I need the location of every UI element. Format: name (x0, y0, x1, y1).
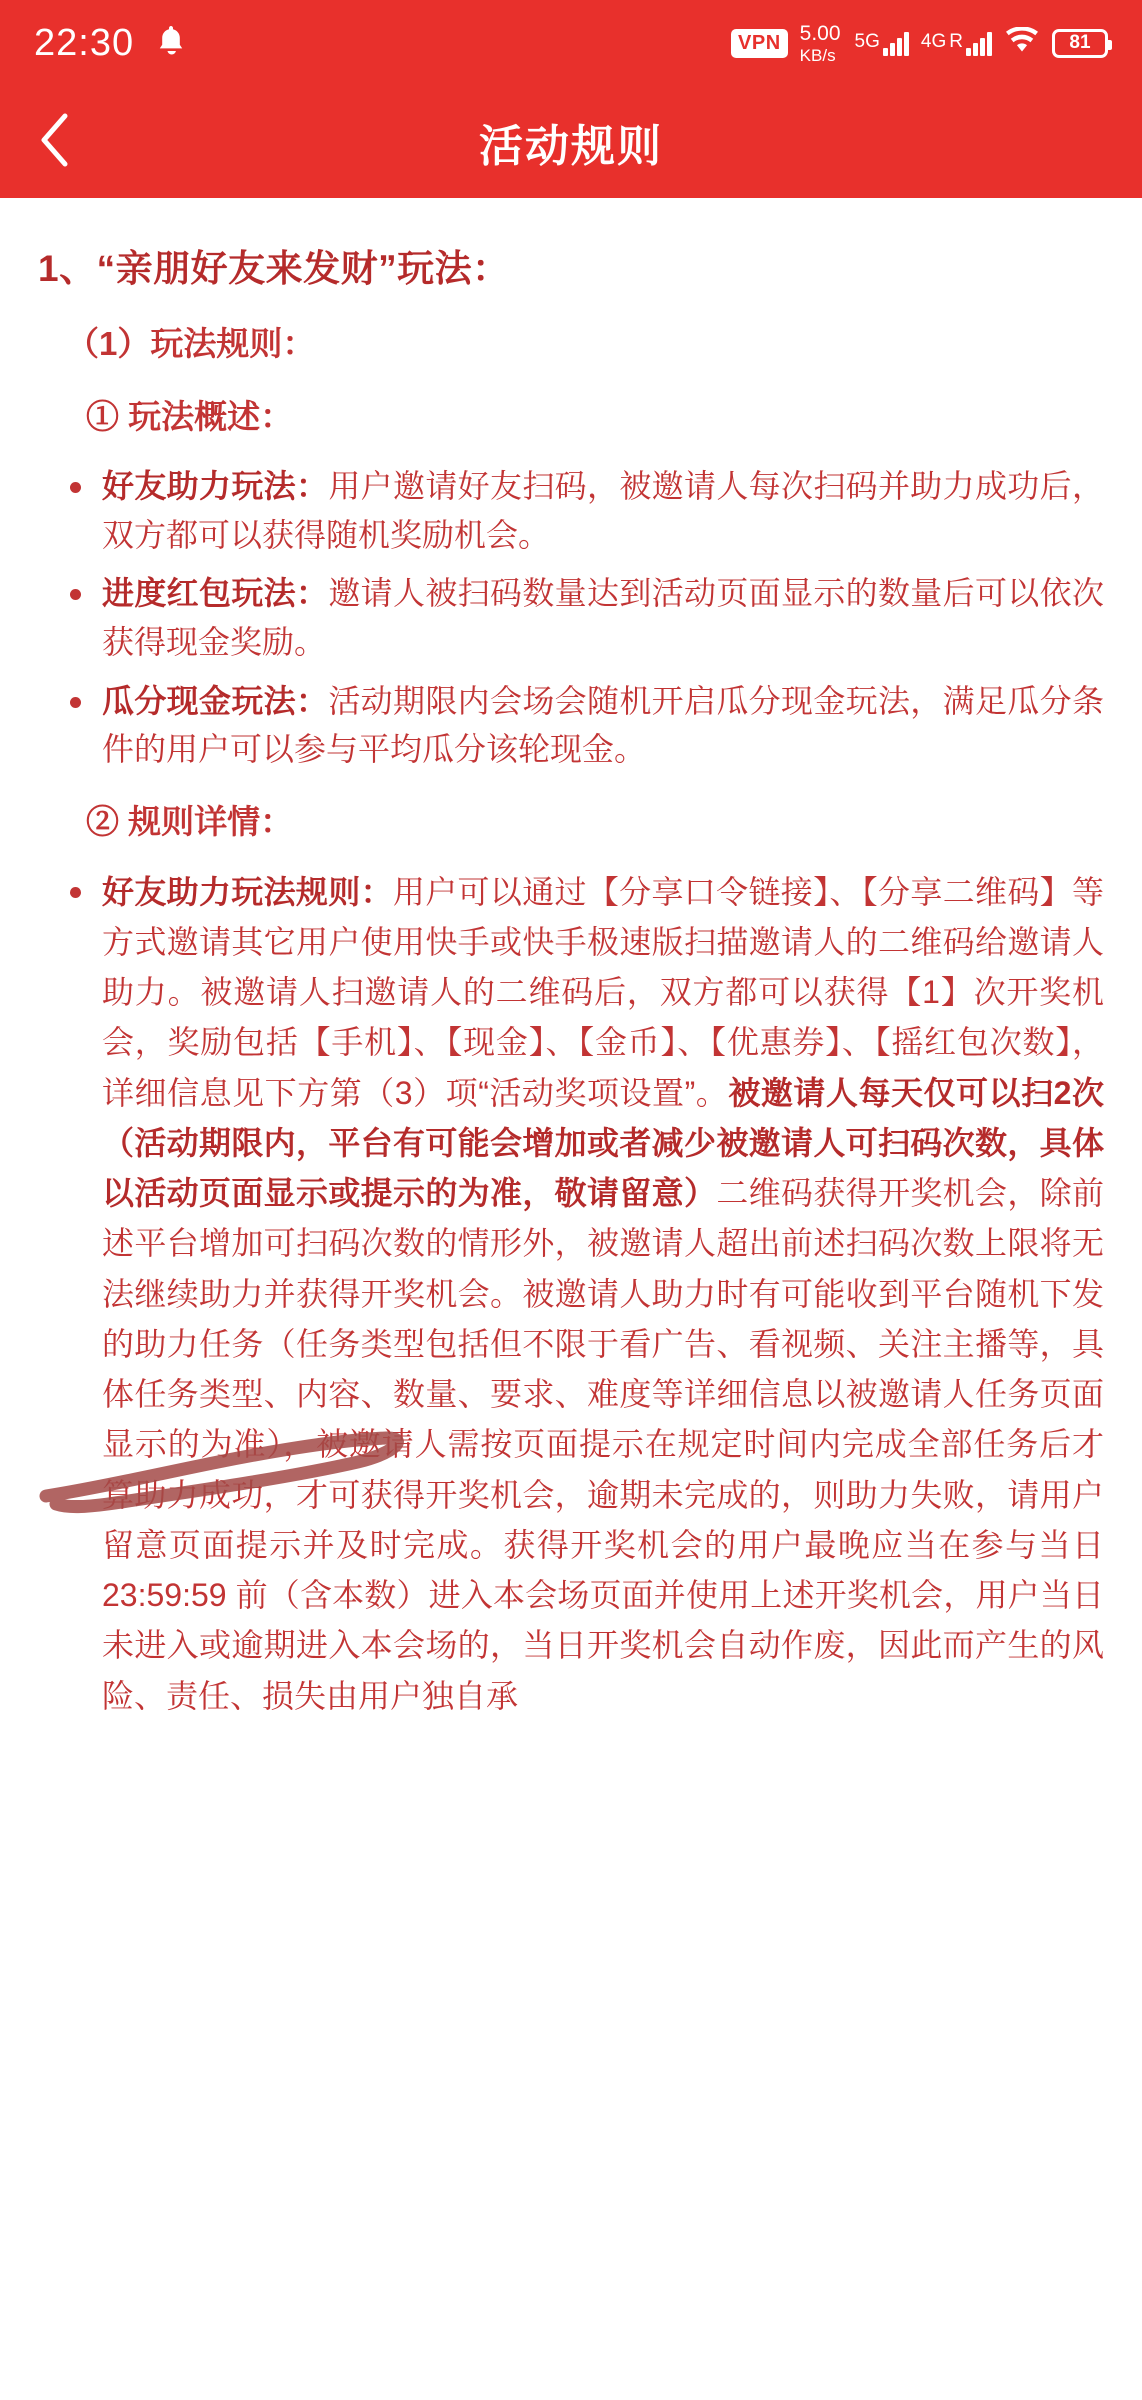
list-item-text: 邀请人被扫码数量达到活动页面显示的数量后可以依次获得现金奖励。 (102, 575, 1104, 660)
signal-4g-label: 4G (920, 31, 947, 52)
subsection-label-2: ② 规则详情： (86, 802, 294, 840)
network-speed-value: 5.00 (799, 21, 841, 45)
section-label-1: （1）玩法规则： (66, 325, 316, 362)
network-speed (800, 23, 841, 64)
list-item-term: 进度红包玩法： (102, 575, 329, 612)
detail-rule-term: 好友助力玩法规则： (102, 873, 393, 910)
status-bar-right (731, 23, 1108, 64)
detail-rule-paragraph (60, 867, 1104, 1721)
detail-rule-block (60, 867, 1104, 1721)
detail-rule-part1: 用户可以通过【分享口令链接】、【分享二维码】等方式邀请其它用户使用快手或快手极速版扫描邀请人的二维码给邀请人助力。被邀请人扫邀请人的二维码后，双方都可以获得【1】次开奖机会，奖励包括【手机】、【现金】、【金币】、【优惠券】、【摇红包次数】，详细信息见下方第（3）项“活动奖项设置”。 (102, 873, 1104, 1111)
signal-4g (921, 30, 992, 56)
detail-rule-bold1: 被邀请人每天仅可以扫2次（活动期限内，平台有可能会增加或者减少被邀请人可扫码次数，具体以活动页面显示或提示的为准，敬请留意） (102, 1074, 1104, 1212)
status-time: 22:30 (34, 21, 135, 64)
list-item-term: 好友助力玩法： (102, 468, 329, 504)
list-item (60, 462, 1104, 559)
network-speed-unit: KB/s (799, 45, 836, 65)
list-item-term: 瓜分现金玩法： (102, 682, 329, 719)
list-item (60, 569, 1104, 666)
rules-content (0, 198, 1142, 1721)
signal-4g-roaming-label: R (949, 31, 963, 52)
wifi-icon (1004, 27, 1040, 60)
list-item-text: 用户邀请好友扫码，被邀请人每次扫码并助力成功后，双方都可以获得随机奖励机会。 (102, 468, 1104, 553)
signal-5g-label: 5G (854, 31, 880, 52)
app-bar (0, 86, 1142, 198)
rules-heading: 1、“亲朋好友来发财”玩法： (38, 248, 510, 289)
list-item (60, 677, 1104, 774)
status-bar (0, 0, 1142, 86)
signal-bars-icon (883, 30, 909, 56)
battery-percent: 81 (1069, 32, 1091, 53)
battery-indicator (1052, 29, 1108, 58)
subsection-label-1: ① 玩法概述： (86, 398, 294, 435)
detail-rule-part2: 二维码获得开奖机会，除前述平台增加可扫码次数的情形外，被邀请人超出前述扫码次数上限将无法继续助力并获得开奖机会。被邀请人助力时有可能收到平台随机下发的助力任务（任务类型包括但不限于看广告、看视频、关注主播等，具体任务类型、内容、数量、要求、难度等详细信息以被邀请人任务页面显示的为准），被邀请人需按页面提示在规定时间内完成全部任务后才算助力成功，才可获得开奖机会，逾期未完成的，则助力失败，请用户留意页面提示并及时完成。获得开奖机会的用户最晚应当在参与当日23:59:59 前（含本数）进入本会场页面并使用上述开奖机会，用户当日未进入或逾期进入本会场的，当日开奖机会自动作废，因此而产生的风险、责任、损失由用户独自承 (102, 1175, 1104, 1714)
page-title: 活动规则 (479, 122, 663, 171)
status-bar-left (34, 22, 186, 65)
bell-icon (156, 24, 186, 63)
back-button[interactable] (0, 86, 110, 198)
list-item-text: 活动期限内会场会随机开启瓜分现金玩法，满足瓜分条件的用户可以参与平均瓜分该轮现金。 (102, 682, 1104, 768)
overview-list (38, 462, 1104, 774)
vpn-badge: VPN (731, 29, 788, 58)
back-chevron-icon (38, 111, 72, 174)
signal-5g (855, 30, 909, 56)
signal-bars-icon-2 (966, 30, 992, 56)
